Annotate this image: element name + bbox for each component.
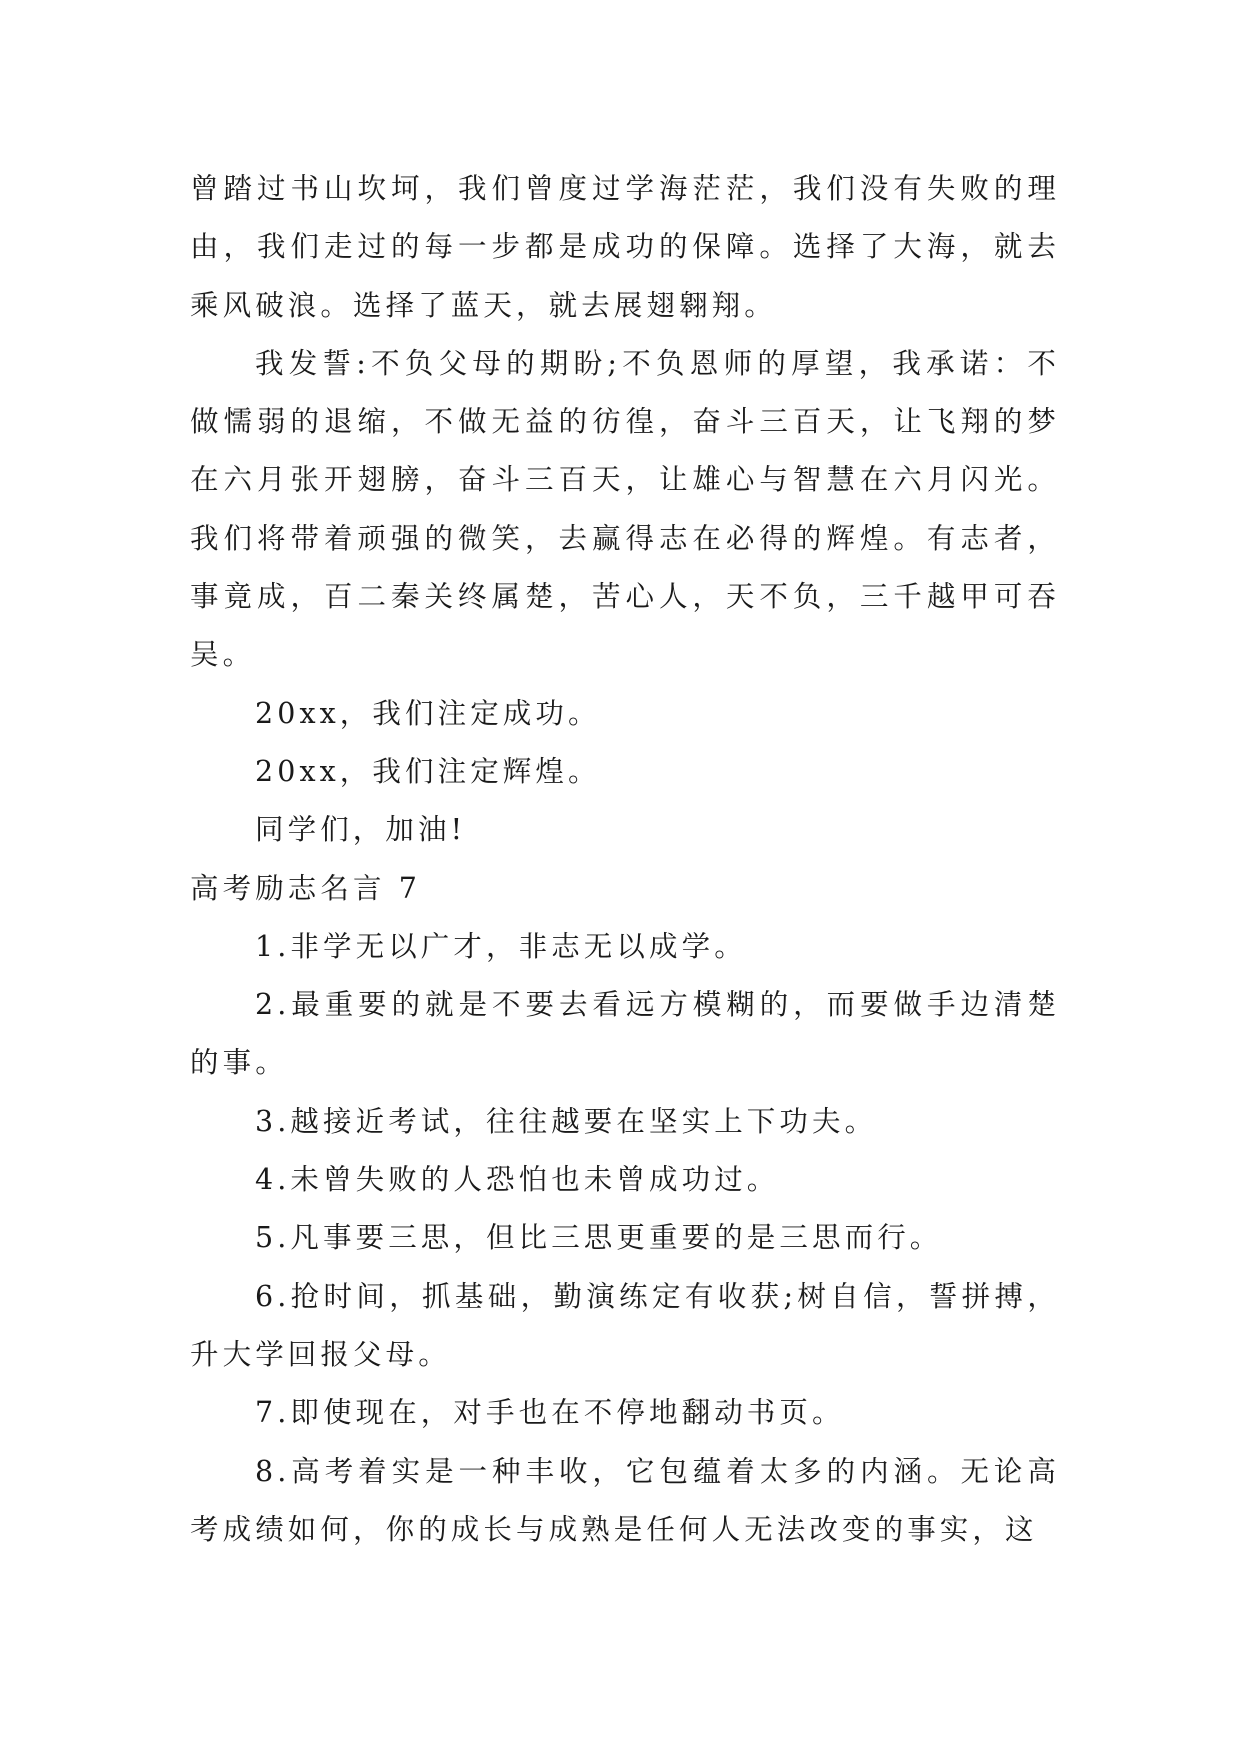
paragraph: 同学们，加油!	[255, 813, 467, 847]
paragraph: 我发誓:不负父母的期盼;不负恩师的厚望，我承诺：不做懦弱的退缩，不做无益的彷徨，奋斗三百天，让飞翔的梦在六月张开翅膀，奋斗三百天，让雄心与智慧在六月闪光。我们将带着顽强的微笑，去赢得志在必得的辉煌。有志者，事竟成，百二秦关终属楚，苦心人，天不负，三千越甲可吞吴。	[190, 346, 1060, 672]
list-item: 4.未曾失败的人恐怕也未曾成功过。	[255, 1163, 780, 1197]
paragraph: 曾踏过书山坎坷，我们曾度过学海茫茫，我们没有失败的理由，我们走过的每一步都是成功的保障。选择了大海，就去乘风破浪。选择了蓝天，就去展翅翱翔。	[190, 172, 1060, 322]
section-heading: 高考励志名言 7	[190, 871, 421, 905]
list-item: 5.凡事要三思，但比三思更重要的是三思而行。	[255, 1221, 943, 1255]
list-item: 6.抢时间，抓基础，勤演练定有收获;树自信，誓拼搏，升大学回报父母。	[190, 1279, 1060, 1371]
paragraph: 20xx，我们注定成功。	[255, 696, 601, 730]
list-item: 8.高考着实是一种丰收，它包蕴着太多的内涵。无论高考成绩如何，你的成长与成熟是任何人无法改变的事实，这	[190, 1454, 1060, 1546]
list-item: 3.越接近考试，往往越要在坚实上下功夫。	[255, 1104, 878, 1138]
paragraph: 20xx，我们注定辉煌。	[255, 754, 601, 788]
list-item: 1.非学无以广才，非志无以成学。	[255, 929, 747, 963]
document-body	[190, 160, 1060, 1559]
list-item: 7.即使现在，对手也在不停地翻动书页。	[255, 1396, 845, 1430]
list-item: 2.最重要的就是不要去看远方模糊的，而要做手边清楚的事。	[190, 988, 1060, 1080]
